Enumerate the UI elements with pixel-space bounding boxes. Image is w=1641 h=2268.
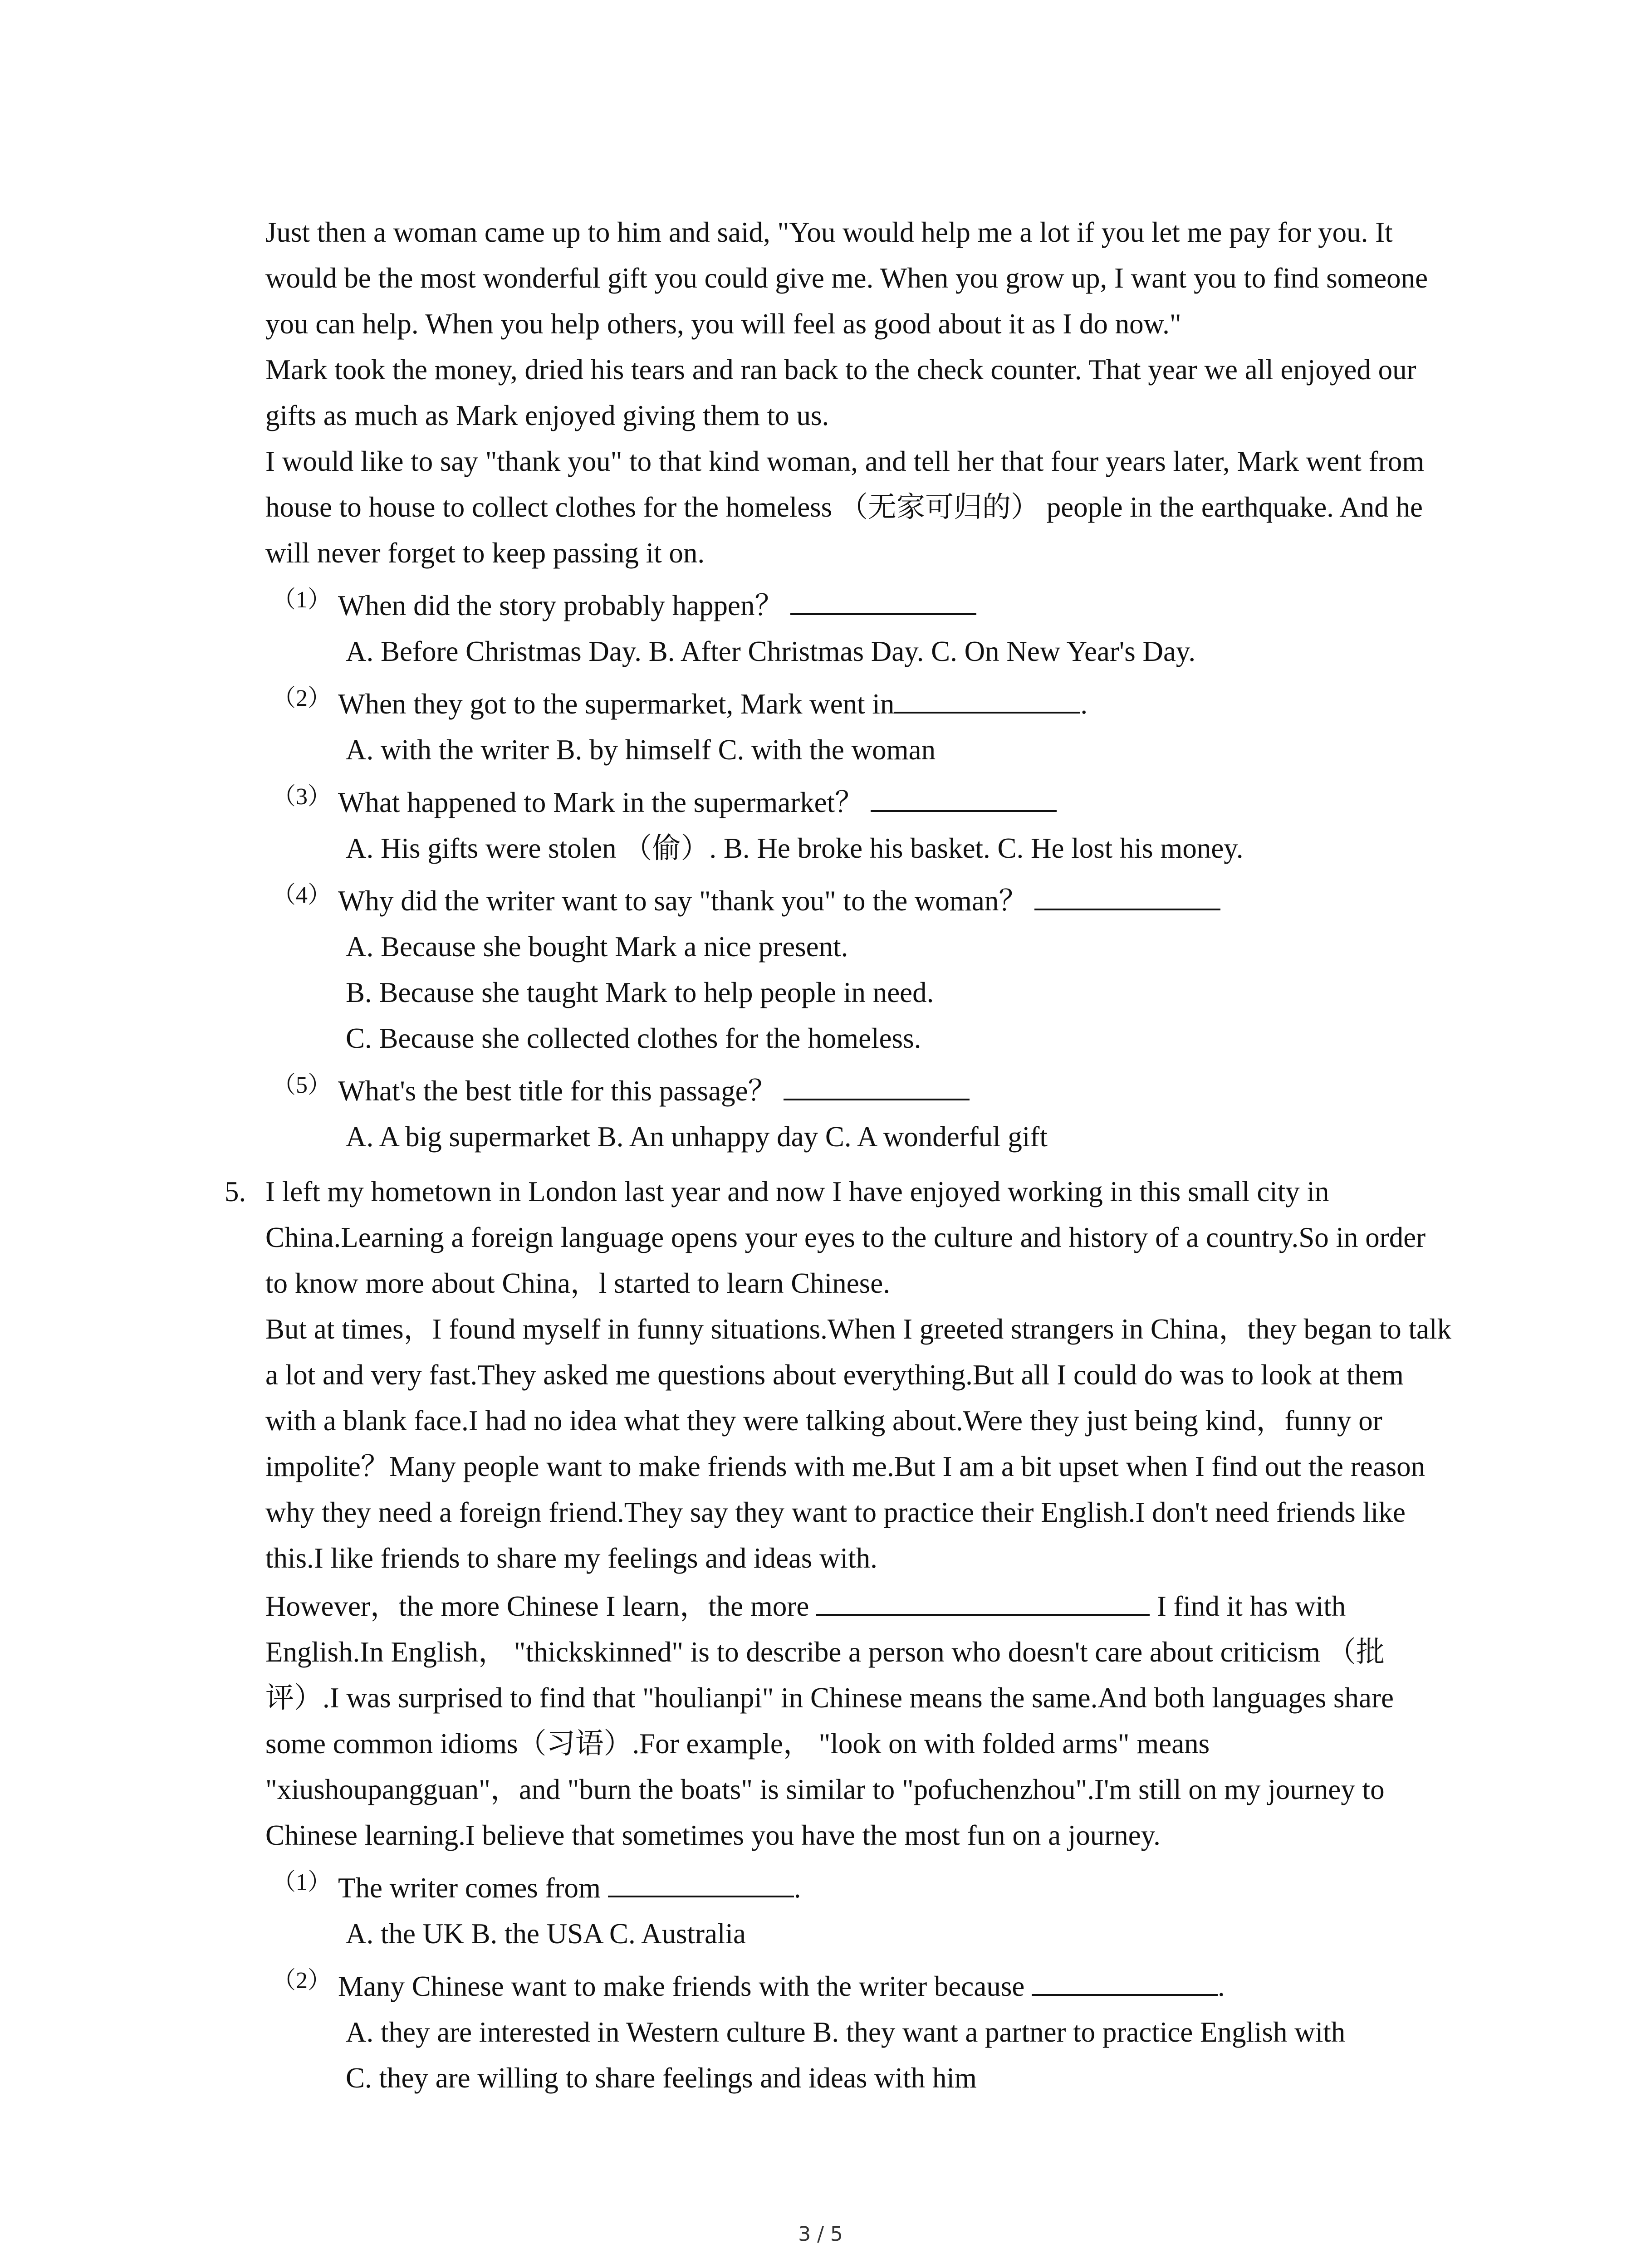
passage4-question-5 (265, 1066, 1454, 1114)
answer-blank[interactable] (1034, 876, 1220, 910)
question-text: Many Chinese want to make friends with the writer because (338, 1970, 1025, 2002)
question-end: . (1080, 688, 1088, 720)
passage5 (225, 1169, 1454, 1858)
passage4-question-1 (265, 581, 1454, 629)
page-content (225, 210, 1454, 2101)
question-text: When they got to the supermarket, Mark went in (338, 688, 895, 720)
question-text: Why did the writer want to say "thank you" to the woman？ (338, 885, 1028, 917)
question-number: （1） (272, 587, 332, 613)
question-options: A. the UK B. the USA C. Australia (346, 1918, 746, 1950)
question-options: A. Before Christmas Day. B. After Christmas Day. C. On New Year's Day. (346, 635, 1196, 667)
passage5-question-1 (265, 1863, 1454, 1911)
question-option-ab: A. they are interested in Western culture B. they want a partner to practice English with (346, 2016, 1346, 2048)
passage4-question-3 (265, 777, 1454, 826)
paragraph-text-before-blank: However，the more Chinese I learn，the more (265, 1590, 809, 1622)
question-options: A. A big supermarket B. An unhappy day C. A wonderful gift (346, 1121, 1048, 1153)
question-text: When did the story probably happen？ (338, 590, 784, 621)
answer-blank[interactable] (816, 1581, 1150, 1616)
question-number: （4） (272, 882, 332, 908)
question-number: （3） (272, 784, 332, 810)
passage5-question-2 (265, 1961, 1454, 2009)
question-options: A. with the writer B. by himself C. with the woman (346, 734, 936, 766)
item-number: 5. (225, 1176, 246, 1207)
question-number: （2） (272, 685, 332, 711)
passage4-paragraph-2: Mark took the money, dried his tears and ran back to the check counter. That year we all enjoyed our gifts as much as Mark enjoyed giving them to us. (265, 354, 1416, 431)
question-text: What's the best title for this passage？ (338, 1075, 777, 1107)
passage4-paragraph-1: Just then a woman came up to him and said, "You would help me a lot if you let me pay for you. It would be the most wonderful gift you could give me. When you grow up, I want you to find someone you can help. When you help others, you will feel as good about it as I do now." (265, 216, 1428, 340)
question-option-c: C. they are willing to share feelings and ideas with him (346, 2062, 977, 2094)
question-text: The writer comes from (338, 1872, 601, 1904)
answer-blank[interactable] (894, 679, 1080, 714)
question-text: What happened to Mark in the supermarket？ (338, 787, 864, 818)
answer-blank[interactable] (1032, 1961, 1218, 1996)
question-option-a: A. Because she bought Mark a nice present. (346, 931, 848, 963)
question-option-c: C. Because she collected clothes for the homeless. (346, 1022, 921, 1054)
question-option-b: B. Because she taught Mark to help people in need. (346, 977, 934, 1008)
question-options: A. His gifts were stolen （偷）. B. He broke his basket. C. He lost his money. (346, 832, 1244, 864)
passage4-question-2 (265, 679, 1454, 727)
answer-blank[interactable] (790, 581, 976, 615)
question-number: （2） (272, 1968, 332, 1994)
passage5-paragraph-1: I left my hometown in London last year and now I have enjoyed working in this small city in China.Learning a foreign language opens your eyes to the culture and history of a country.So in order to know more about China，l started to learn Chinese. (265, 1176, 1426, 1299)
passage5-paragraph-2: But at times，I found myself in funny situations.When I greeted strangers in China，they began to talk a lot and very fast.They asked me questions about everything.But all I could do was to look at them with a blank face.I had no idea what they were talking about.Were they just being kind，funny or impolite？Many people want to make friends with me.But I am a bit upset when I find out the reason why they need a foreign friend.They say they want to practice their English.I don't need friends like this.I like friends to share my feelings and ideas with. (265, 1313, 1451, 1574)
paragraph-text-after-blank: I find it has with English.In English， "thickskinned" is to describe a person who doesn't care about criticism （批评）.I was surprised to find that "houlianpi" in Chinese means the same.And both languages share some common idioms（习语）.For example， "look on with folded arms" means "xiushoupangguan"，and "burn the boats" is similar to "pofuchenzhou".I'm still on my journey to Chinese learning.I believe that sometimes you have the most fun on a journey. (265, 1590, 1394, 1851)
question-end: . (794, 1872, 801, 1904)
question-number: （5） (272, 1072, 332, 1098)
question-number: （1） (272, 1869, 332, 1895)
answer-blank[interactable] (871, 777, 1057, 812)
passage4-paragraph-3: I would like to say "thank you" to that kind woman, and tell her that four years later, Mark went from house to house to collect clothes for the homeless （无家可归的） people in the earthquake. And he will never forget to keep passing it on. (265, 445, 1425, 569)
passage5-paragraph-3 (265, 1581, 1454, 1858)
page-number: 3 / 5 (798, 2223, 843, 2246)
answer-blank[interactable] (608, 1863, 794, 1897)
question-end: . (1218, 1970, 1225, 2002)
passage4-question-4 (265, 876, 1454, 924)
answer-blank[interactable] (784, 1066, 970, 1100)
